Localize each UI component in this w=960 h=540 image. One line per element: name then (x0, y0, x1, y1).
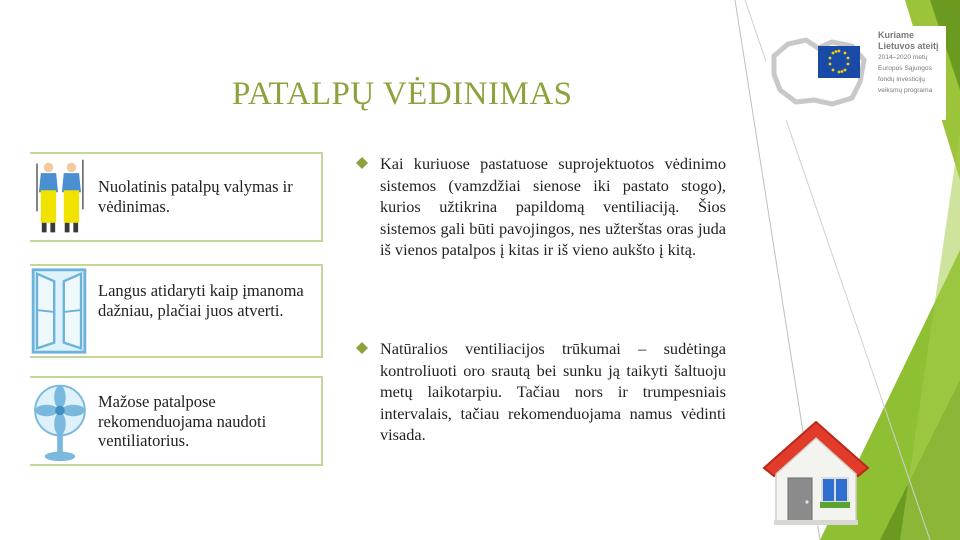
logo-line-3: 2014–2020 metų (878, 54, 928, 61)
logo-line-2: Lietuvos ateitį (878, 41, 939, 51)
bullet-diamond-icon (356, 342, 368, 354)
box-fans (30, 376, 323, 466)
box-windows (30, 264, 323, 358)
bullet-text: Kai kuriuose pastatuose suprojektuotos vėdinimo sistemos (vamzdžiai sienose iki pastato stogo), kurios užtikrina papildomą ventiliaciją. Šios sistemos gali būti pavojingos, nes užterštas oras juda iš vienos patalpos į kitas ir iš vieno aukšto į kitą. (380, 154, 726, 259)
house-icon (760, 418, 872, 528)
box-cleaning (30, 152, 323, 242)
box-text-windows: Langus atidaryti kaip įmanoma dažniau, plačiai juos atverti. (98, 281, 304, 320)
page-title: PATALPŲ VĖDINIMAS (232, 76, 573, 112)
bullet-diamond-icon (356, 157, 368, 169)
box-text-fans: Mažose patalpose rekomenduojama naudoti ventiliatorius. (98, 392, 267, 450)
logo-line-4: Europos Sąjungos (878, 65, 932, 72)
bullet-text: Natūralios ventiliacijos trūkumai – sudėtinga kontroliuoti oro srautą bei sunku ją taikyti šaltuoju metų laikotarpiu. Tačiau nors ir trumpesniais intervalais, tačiau rekomenduojama namus vėdinti visada. (380, 339, 726, 444)
logo-line-1: Kuriame (878, 30, 915, 40)
logo-text (878, 30, 939, 96)
cleaners-icon (30, 154, 88, 240)
fan-icon (30, 378, 88, 464)
box-text-cleaning: Nuolatinis patalpų valymas ir vėdinimas. (98, 177, 293, 216)
logo-line-5: fondų investicijų (878, 76, 925, 83)
logo-line-6: veiksmų programa (878, 87, 933, 94)
window-icon (30, 266, 88, 356)
